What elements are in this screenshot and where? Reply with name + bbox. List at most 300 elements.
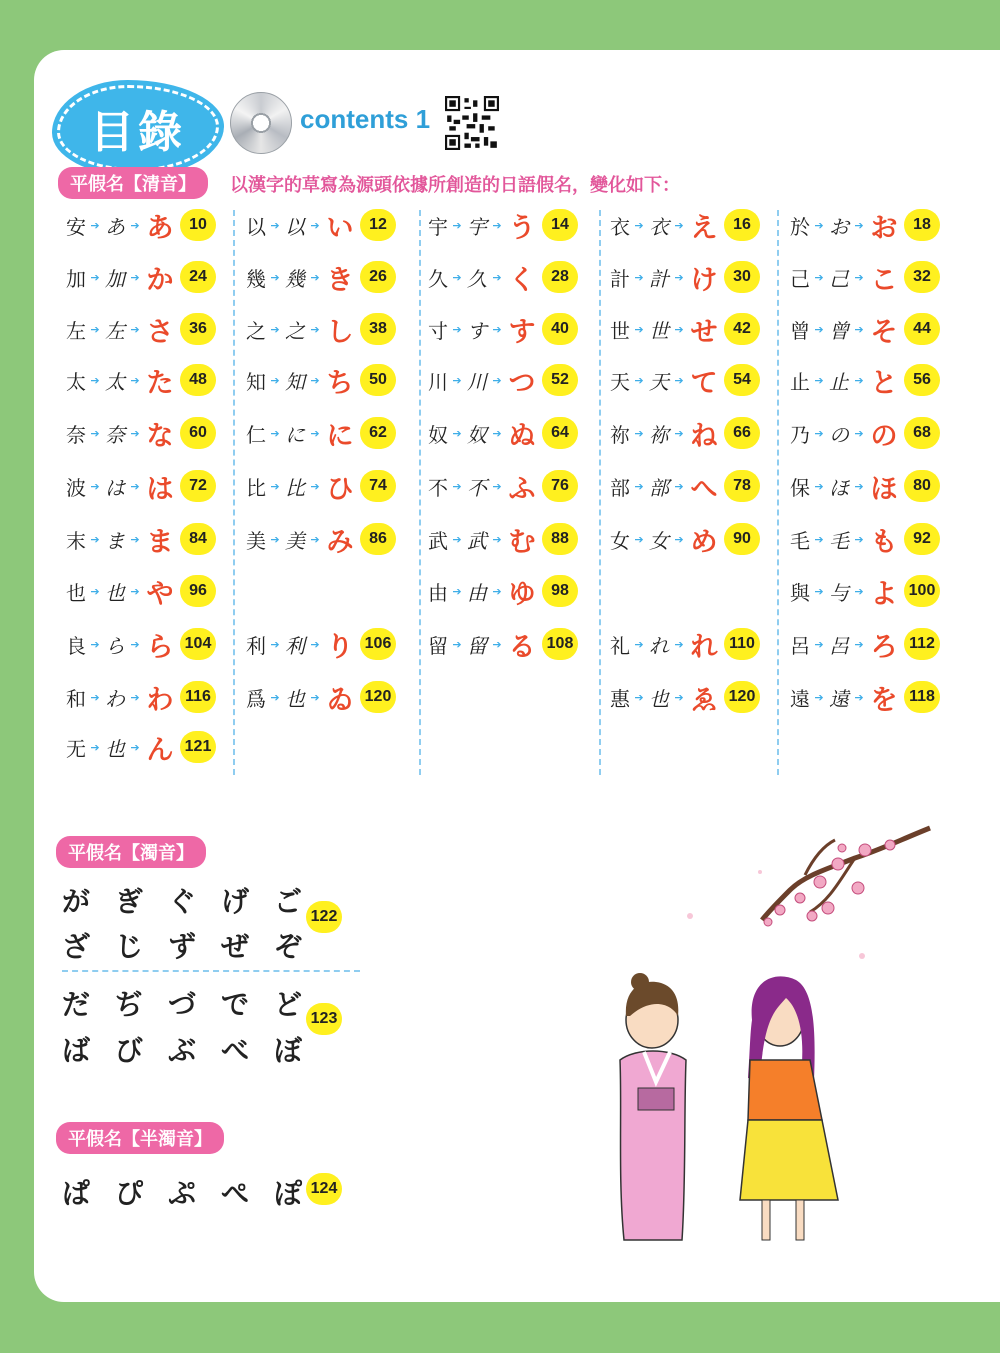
kana-entry[interactable] (608, 309, 760, 349)
arrow-icon: ➔ (130, 690, 140, 704)
hiragana: ね (690, 420, 718, 452)
arrow-icon: ➔ (674, 270, 684, 284)
kana-entry[interactable] (788, 205, 940, 245)
source-kanji: 礼 (610, 633, 630, 658)
page-number-badge[interactable]: 100 (904, 575, 940, 607)
arrow-icon: ➔ (634, 479, 644, 493)
arrow-icon: ➔ (634, 426, 644, 440)
arrow-icon: ➔ (310, 479, 320, 493)
arrow-icon: ➔ (90, 690, 100, 704)
page-number-badge[interactable]: 80 (904, 470, 940, 502)
cursive-form: 与 (829, 580, 849, 605)
cursive-form: 衣 (649, 214, 669, 239)
source-kanji: 幾 (246, 266, 266, 291)
cursive-form: 也 (649, 686, 669, 711)
cursive-form: 部 (649, 475, 669, 500)
hiragana: く (508, 264, 536, 296)
source-kanji: 世 (610, 318, 630, 343)
cursive-form: 女 (649, 528, 669, 553)
hiragana: む (508, 526, 536, 558)
contents-label: contents 1 (300, 104, 431, 134)
source-kanji: 以 (246, 214, 266, 239)
page-number-badge[interactable]: 84 (180, 523, 216, 555)
page-number-badge[interactable]: 12 (360, 209, 396, 241)
kana-entry[interactable] (788, 571, 940, 611)
cursive-form: 武 (467, 528, 487, 553)
page-number-badge[interactable]: 48 (180, 364, 216, 396)
source-kanji: 不 (428, 475, 448, 500)
kana-char: げ (221, 885, 250, 918)
arrow-icon: ➔ (674, 532, 684, 546)
source-kanji: 武 (428, 528, 448, 553)
cursive-form: 也 (105, 580, 125, 605)
illustration (600, 820, 960, 1260)
page-number-badge[interactable]: 106 (360, 628, 396, 660)
hiragana: ゑ (690, 684, 718, 716)
arrow-icon: ➔ (130, 479, 140, 493)
kana-entry[interactable] (788, 677, 940, 717)
page-number-badge[interactable]: 40 (542, 313, 578, 345)
hiragana: を (870, 684, 898, 716)
hiragana: ぬ (508, 420, 536, 452)
arrow-icon: ➔ (814, 218, 824, 232)
page-number-badge[interactable]: 56 (904, 364, 940, 396)
kana-entry[interactable] (244, 360, 396, 400)
page-number-badge[interactable]: 64 (542, 417, 578, 449)
cursive-form: 也 (285, 686, 305, 711)
arrow-icon: ➔ (310, 690, 320, 704)
kana-char: ば (62, 1034, 91, 1067)
page-number-badge[interactable]: 10 (180, 209, 216, 241)
source-kanji: 爲 (246, 686, 266, 711)
arrow-icon: ➔ (814, 270, 824, 284)
page-number-badge[interactable]: 24 (180, 261, 216, 293)
kana-char: ぴ (115, 1177, 144, 1210)
arrow-icon: ➔ (90, 740, 100, 754)
arrow-icon: ➔ (634, 322, 644, 336)
source-kanji: 安 (66, 214, 86, 239)
hiragana: ふ (508, 473, 536, 505)
arrow-icon: ➔ (130, 426, 140, 440)
kana-entry[interactable] (426, 205, 578, 245)
source-kanji: 女 (610, 528, 630, 553)
source-kanji: 末 (66, 528, 86, 553)
kana-entry[interactable] (244, 677, 396, 717)
page-number-badge[interactable]: 86 (360, 523, 396, 555)
kana-entry[interactable] (788, 624, 940, 664)
arrow-icon: ➔ (854, 270, 864, 284)
arrow-icon: ➔ (634, 270, 644, 284)
arrow-icon: ➔ (270, 532, 280, 546)
section-label-dakuon: 平假名【濁音】 (56, 836, 206, 868)
kana-entry[interactable] (64, 571, 216, 611)
kana-entry[interactable] (64, 413, 216, 453)
source-kanji: 川 (428, 369, 448, 394)
source-kanji: 之 (246, 318, 266, 343)
kana-entry[interactable] (608, 677, 760, 717)
cursive-form: ら (105, 633, 125, 658)
page-number-badge[interactable]: 36 (180, 313, 216, 345)
source-kanji: 留 (428, 633, 448, 658)
cursive-form: 由 (467, 580, 487, 605)
page-number-badge[interactable]: 72 (180, 470, 216, 502)
kana-entry[interactable] (64, 624, 216, 664)
girl-in-kimono (620, 973, 686, 1240)
cursive-form: 曾 (829, 318, 849, 343)
arrow-icon: ➔ (90, 584, 100, 598)
source-kanji: 於 (790, 214, 810, 239)
hiragana: は (146, 473, 174, 505)
source-kanji: 波 (66, 475, 86, 500)
girl-in-orange (740, 976, 838, 1240)
source-kanji: 美 (246, 528, 266, 553)
page-number-badge[interactable]: 60 (180, 417, 216, 449)
cursive-form: 比 (285, 475, 305, 500)
arrow-icon: ➔ (814, 373, 824, 387)
cd-icon (230, 92, 292, 154)
hiragana: へ (690, 473, 718, 505)
page-number-badge[interactable]: 116 (180, 681, 216, 713)
kana-entry[interactable] (244, 413, 396, 453)
arrow-icon: ➔ (492, 532, 502, 546)
arrow-icon: ➔ (634, 218, 644, 232)
kana-entry[interactable] (426, 413, 578, 453)
source-kanji: 與 (790, 580, 810, 605)
kana-entry[interactable] (64, 466, 216, 506)
hiragana: め (690, 526, 718, 558)
source-kanji: 天 (610, 369, 630, 394)
section-label-seion: 平假名【清音】 (58, 167, 208, 199)
arrow-icon: ➔ (492, 584, 502, 598)
cursive-form: 久 (467, 266, 487, 291)
arrow-icon: ➔ (854, 637, 864, 651)
page-number-badge[interactable]: 50 (360, 364, 396, 396)
page-number-badge[interactable]: 32 (904, 261, 940, 293)
kana-entry[interactable] (608, 519, 760, 559)
arrow-icon: ➔ (270, 479, 280, 493)
arrow-icon: ➔ (90, 322, 100, 336)
kana-char: ぐ (168, 885, 197, 918)
arrow-icon: ➔ (452, 479, 462, 493)
arrow-icon: ➔ (492, 637, 502, 651)
page-number-badge[interactable]: 122 (306, 901, 342, 933)
kana-entry[interactable] (244, 466, 396, 506)
arrow-icon: ➔ (310, 532, 320, 546)
arrow-icon: ➔ (452, 532, 462, 546)
page-number-badge[interactable]: 96 (180, 575, 216, 607)
arrow-icon: ➔ (130, 373, 140, 387)
section-label-handakuon: 平假名【半濁音】 (56, 1122, 224, 1154)
cursive-form: 幾 (285, 266, 305, 291)
page-number-badge[interactable]: 104 (180, 628, 216, 660)
arrow-icon: ➔ (90, 270, 100, 284)
kana-char: ご (274, 885, 303, 918)
kana-char: ど (274, 988, 303, 1021)
source-kanji: 部 (610, 475, 630, 500)
source-kanji: 遠 (790, 686, 810, 711)
cursive-form: 己 (829, 266, 849, 291)
kana-entry[interactable] (244, 519, 396, 559)
source-kanji: 奴 (428, 422, 448, 447)
arrow-icon: ➔ (854, 373, 864, 387)
kana-entry[interactable] (608, 413, 760, 453)
page-number-badge[interactable]: 42 (724, 313, 760, 345)
kana-entry[interactable] (608, 205, 760, 245)
arrow-icon: ➔ (854, 690, 864, 704)
kana-entry[interactable] (64, 360, 216, 400)
arrow-icon: ➔ (674, 373, 684, 387)
page-number-badge[interactable]: 68 (904, 417, 940, 449)
arrow-icon: ➔ (310, 270, 320, 284)
kana-entry[interactable] (64, 677, 216, 717)
source-kanji: 曾 (790, 318, 810, 343)
kana-entry[interactable] (244, 309, 396, 349)
cursive-form: 奴 (467, 422, 487, 447)
page-number-badge[interactable]: 78 (724, 470, 760, 502)
kana-entry[interactable] (788, 413, 940, 453)
page-number-badge[interactable]: 74 (360, 470, 396, 502)
source-kanji: 乃 (790, 422, 810, 447)
hiragana: せ (690, 316, 718, 348)
cursive-form: に (285, 422, 305, 447)
source-kanji: 由 (428, 580, 448, 605)
cursive-form: 世 (649, 318, 669, 343)
page-number-badge[interactable]: 121 (180, 731, 216, 763)
cursive-form: ま (105, 528, 125, 553)
page-number-badge[interactable]: 120 (724, 681, 760, 713)
arrow-icon: ➔ (310, 373, 320, 387)
arrow-icon: ➔ (130, 740, 140, 754)
kana-entry[interactable] (64, 257, 216, 297)
page-number-badge[interactable]: 98 (542, 575, 578, 607)
arrow-icon: ➔ (130, 270, 140, 284)
handakuon-row (62, 1172, 327, 1212)
hiragana: ゐ (326, 684, 354, 716)
hiragana: し (326, 316, 354, 348)
kana-char: ぎ (115, 885, 144, 918)
hiragana: つ (508, 367, 536, 399)
cursive-form: 奈 (105, 422, 125, 447)
cursive-form: ほ (829, 475, 849, 500)
kana-char: だ (62, 988, 91, 1021)
source-kanji: 祢 (610, 422, 630, 447)
kana-entry[interactable] (788, 519, 940, 559)
kana-entry[interactable] (244, 257, 396, 297)
cursive-form: 利 (285, 633, 305, 658)
kana-char: ぼ (274, 1034, 303, 1067)
source-kanji: 仁 (246, 422, 266, 447)
page-number-badge[interactable]: 90 (724, 523, 760, 555)
kana-entry[interactable] (788, 257, 940, 297)
kana-entry[interactable] (64, 205, 216, 245)
arrow-icon: ➔ (452, 322, 462, 336)
column-divider (777, 210, 779, 775)
hiragana: の (870, 420, 898, 452)
arrow-icon: ➔ (90, 218, 100, 232)
cherry-blossom-branch (687, 828, 930, 959)
page-number-badge[interactable]: 52 (542, 364, 578, 396)
arrow-icon: ➔ (452, 637, 462, 651)
kana-entry[interactable] (788, 360, 940, 400)
page-number-badge[interactable]: 123 (306, 1003, 342, 1035)
arrow-icon: ➔ (854, 584, 864, 598)
kana-entry[interactable] (608, 624, 760, 664)
arrow-icon: ➔ (130, 637, 140, 651)
page-number-badge[interactable]: 76 (542, 470, 578, 502)
hiragana: ん (146, 734, 174, 766)
arrow-icon: ➔ (854, 479, 864, 493)
hiragana: ほ (870, 473, 898, 505)
kana-entry[interactable] (426, 519, 578, 559)
source-kanji: 己 (790, 266, 810, 291)
cursive-form: 計 (649, 266, 669, 291)
page-number-badge[interactable]: 62 (360, 417, 396, 449)
kana-entry[interactable] (788, 309, 940, 349)
source-kanji: 止 (790, 369, 810, 394)
hiragana: ち (326, 367, 354, 399)
kana-char: べ (221, 1034, 250, 1067)
arrow-icon: ➔ (452, 218, 462, 232)
kana-char: ぷ (168, 1177, 197, 1210)
page-number-badge[interactable]: 54 (724, 364, 760, 396)
hiragana: あ (146, 212, 174, 244)
page-number-badge[interactable]: 118 (904, 681, 940, 713)
kana-entry[interactable] (426, 624, 578, 664)
arrow-icon: ➔ (90, 426, 100, 440)
arrow-icon: ➔ (814, 637, 824, 651)
arrow-icon: ➔ (90, 373, 100, 387)
kana-entry[interactable] (426, 360, 578, 400)
arrow-icon: ➔ (130, 584, 140, 598)
arrow-icon: ➔ (130, 322, 140, 336)
page-number-badge[interactable]: 66 (724, 417, 760, 449)
source-kanji: 宇 (428, 214, 448, 239)
arrow-icon: ➔ (492, 322, 502, 336)
cursive-form: 祢 (649, 422, 669, 447)
page-number-badge[interactable]: 88 (542, 523, 578, 555)
kana-entry[interactable] (788, 466, 940, 506)
hiragana: す (508, 316, 536, 348)
source-kanji: 太 (66, 369, 86, 394)
kana-entry[interactable] (426, 571, 578, 611)
kana-char: び (115, 1034, 144, 1067)
page-number-badge[interactable]: 110 (724, 628, 760, 660)
kana-char: が (62, 885, 91, 918)
cursive-form: 左 (105, 318, 125, 343)
kana-entry[interactable] (608, 360, 760, 400)
arrow-icon: ➔ (270, 322, 280, 336)
arrow-icon: ➔ (854, 532, 864, 546)
kana-entry[interactable] (608, 466, 760, 506)
page-number-badge[interactable]: 14 (542, 209, 578, 241)
kana-entry[interactable] (244, 205, 396, 245)
cursive-form: わ (105, 686, 125, 711)
page-number-badge[interactable]: 38 (360, 313, 396, 345)
source-kanji: 奈 (66, 422, 86, 447)
arrow-icon: ➔ (854, 322, 864, 336)
hiragana: に (326, 420, 354, 452)
cursive-form: あ (105, 214, 125, 239)
hiragana: み (326, 526, 354, 558)
hiragana: も (870, 526, 898, 558)
kana-entry[interactable] (426, 309, 578, 349)
kana-char: ぜ (221, 930, 250, 963)
column-divider (599, 210, 601, 775)
dakuon-row (62, 880, 327, 920)
page-number-badge[interactable]: 124 (306, 1173, 342, 1205)
arrow-icon: ➔ (310, 218, 320, 232)
kana-entry[interactable] (608, 257, 760, 297)
kana-entry[interactable] (64, 727, 216, 767)
cursive-form: の (829, 422, 849, 447)
kana-entry[interactable] (244, 624, 396, 664)
dakuon-row (62, 1029, 327, 1069)
arrow-icon: ➔ (270, 690, 280, 704)
cursive-form: 也 (105, 736, 125, 761)
source-kanji: 无 (66, 736, 86, 761)
kana-entry[interactable] (426, 257, 578, 297)
kana-entry[interactable] (64, 519, 216, 559)
arrow-icon: ➔ (854, 218, 864, 232)
hiragana: ろ (870, 631, 898, 663)
cursive-form: 呂 (829, 633, 849, 658)
arrow-icon: ➔ (492, 373, 502, 387)
hiragana: ま (146, 526, 174, 558)
arrow-icon: ➔ (634, 373, 644, 387)
cursive-form: は (105, 475, 125, 500)
hiragana: ひ (326, 473, 354, 505)
page-number-badge[interactable]: 28 (542, 261, 578, 293)
arrow-icon: ➔ (814, 479, 824, 493)
arrow-icon: ➔ (492, 426, 502, 440)
hiragana: え (690, 212, 718, 244)
arrow-icon: ➔ (814, 690, 824, 704)
cursive-form: 天 (649, 369, 669, 394)
source-kanji: 呂 (790, 633, 810, 658)
cursive-form: 以 (285, 214, 305, 239)
page-number-badge[interactable]: 26 (360, 261, 396, 293)
source-kanji: 良 (66, 633, 86, 658)
page-number-badge[interactable]: 16 (724, 209, 760, 241)
source-kanji: 也 (66, 580, 86, 605)
arrow-icon: ➔ (310, 426, 320, 440)
dakuon-row (62, 925, 327, 965)
hiragana: さ (146, 316, 174, 348)
page-number-badge[interactable]: 92 (904, 523, 940, 555)
kana-entry[interactable] (64, 309, 216, 349)
arrow-icon: ➔ (814, 426, 824, 440)
hiragana: て (690, 367, 718, 399)
source-kanji: 衣 (610, 214, 630, 239)
hiragana: か (146, 264, 174, 296)
page-number-badge[interactable]: 30 (724, 261, 760, 293)
arrow-icon: ➔ (492, 479, 502, 493)
arrow-icon: ➔ (634, 637, 644, 651)
page-number-badge[interactable]: 44 (904, 313, 940, 345)
kana-entry[interactable] (426, 466, 578, 506)
source-kanji: 寸 (428, 318, 448, 343)
page-number-badge[interactable]: 108 (542, 628, 578, 660)
source-kanji: 惠 (610, 686, 630, 711)
source-kanji: 毛 (790, 528, 810, 553)
qr-code-icon[interactable] (445, 96, 499, 150)
page-number-badge[interactable]: 112 (904, 628, 940, 660)
source-kanji: 保 (790, 475, 810, 500)
hiragana: け (690, 264, 718, 296)
page-number-badge[interactable]: 18 (904, 209, 940, 241)
arrow-icon: ➔ (270, 426, 280, 440)
page-number-badge[interactable]: 120 (360, 681, 396, 713)
